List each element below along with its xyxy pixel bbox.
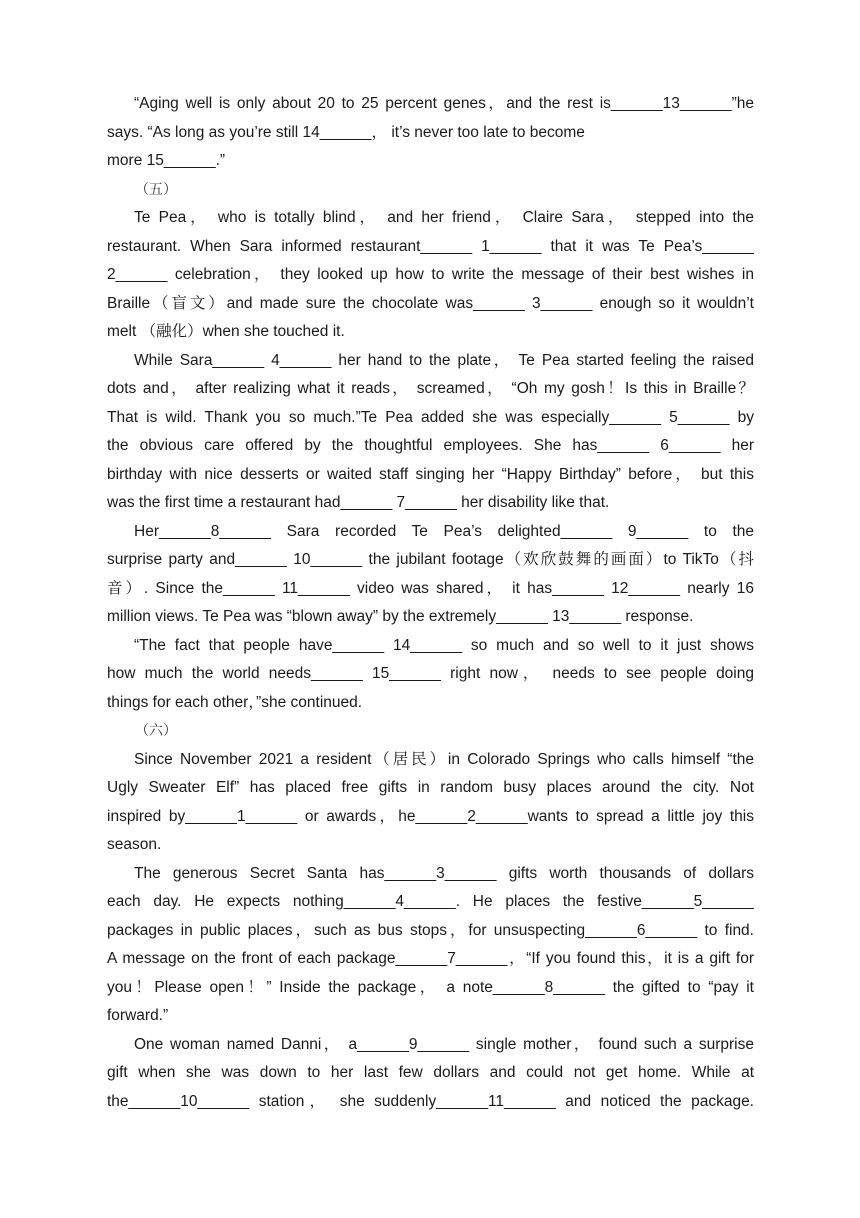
paragraph-line: dots and， after realizing what it reads， screamed， “Oh my gosh！Is this in Braille？ bbox=[107, 380, 754, 397]
paragraph-line: you！Please open！” Inside the package， a note______8______ the gifted to “pay it bbox=[107, 978, 754, 996]
paragraph-line: surprise party and______ 10______ the jubilant footage（欢欣鼓舞的画面）to TikTo（抖 bbox=[107, 551, 754, 568]
paragraph-first-line: While Sara______ 4______ her hand to the plate， Te Pea started feeling the raised bbox=[134, 351, 754, 369]
paragraph-line: million views. Te Pea was “blown away” by the extremely______ 13______ response. bbox=[107, 608, 694, 625]
paragraph-line: inspired by______1______ or awards，he______2______wants to spread a little joy this bbox=[107, 807, 754, 825]
paragraph-line: birthday with nice desserts or waited staff singing her “Happy Birthday” before， but this bbox=[107, 465, 754, 483]
paragraph-first-line: Since November 2021 a resident（居民）in Colorado Springs who calls himself “the bbox=[134, 750, 754, 768]
paragraph-first-line: Her______8______ Sara recorded Te Pea’s delighted______ 9______ to the bbox=[134, 522, 754, 540]
paragraph-line: each day. He expects nothing______4______. He places the festive______5______ bbox=[107, 893, 754, 910]
paragraph-line: season. bbox=[107, 836, 162, 853]
paragraph-line: says. “As long as you’re still 14______， it’s never too late to become bbox=[107, 123, 585, 141]
section-heading: （六） bbox=[135, 723, 177, 739]
paragraph-line: Ugly Sweater Elf” has placed free gifts in random busy places around the city. Not bbox=[107, 779, 754, 796]
document-body bbox=[107, 90, 754, 1116]
paragraph-line: melt （融化）when she touched it. bbox=[107, 323, 345, 340]
paragraph-line: gift when she was down to her last few dollars and could not get home. While at bbox=[107, 1064, 754, 1081]
paragraph-line: 音）. Since the______ 11______ video was shared， it has______ 12______ nearly 16 bbox=[107, 579, 754, 597]
paragraph-line: the______10______ station， she suddenly______11______ and noticed the package. bbox=[107, 1092, 754, 1110]
paragraph-line: was the first time a restaurant had______ 7______ her disability like that. bbox=[107, 494, 610, 511]
paragraph-line: packages in public places，such as bus stops，for unsuspecting______6______ to find. bbox=[107, 921, 754, 939]
paragraph-line: forward.” bbox=[107, 1007, 169, 1024]
paragraph-line: 2______ celebration， they looked up how to write the message of their best wishes in bbox=[107, 266, 754, 283]
paragraph-line: That is wild. Thank you so much.”Te Pea added she was especially______ 5______ by bbox=[107, 408, 754, 426]
paragraph-line: things for each other，”she continued. bbox=[107, 693, 363, 711]
paragraph-first-line: Te Pea， who is totally blind， and her friend， Claire Sara， stepped into the bbox=[134, 209, 754, 226]
paragraph-first-line: “The fact that people have______ 14______ so much and so well to it just shows bbox=[134, 636, 754, 654]
paragraph-first-line: The generous Secret Santa has______3______ gifts worth thousands of dollars bbox=[134, 864, 754, 882]
paragraph-line: restaurant. When Sara informed restaurant______ 1______ that it was Te Pea’s______ bbox=[107, 237, 754, 255]
paragraph-line: how much the world needs______ 15______ right now， needs to see people doing bbox=[107, 665, 754, 682]
paragraph-line: A message on the front of each package______7______，“If you found this，it is a gift for bbox=[107, 950, 754, 967]
paragraph-line: the obvious care offered by the thoughtful employees. She has______ 6______ her bbox=[107, 437, 754, 454]
paragraph-line: Braille（盲文）and made sure the chocolate was______ 3______ enough so it wouldn’t bbox=[107, 294, 754, 312]
section-heading: （五） bbox=[135, 181, 177, 198]
paragraph-first-line: One woman named Danni， a______9______ single mother， found such a surprise bbox=[134, 1035, 754, 1053]
paragraph-first-line: “Aging well is only about 20 to 25 percent genes，and the rest is______13______”he bbox=[134, 95, 754, 112]
paragraph-line: more 15______.” bbox=[107, 152, 226, 169]
